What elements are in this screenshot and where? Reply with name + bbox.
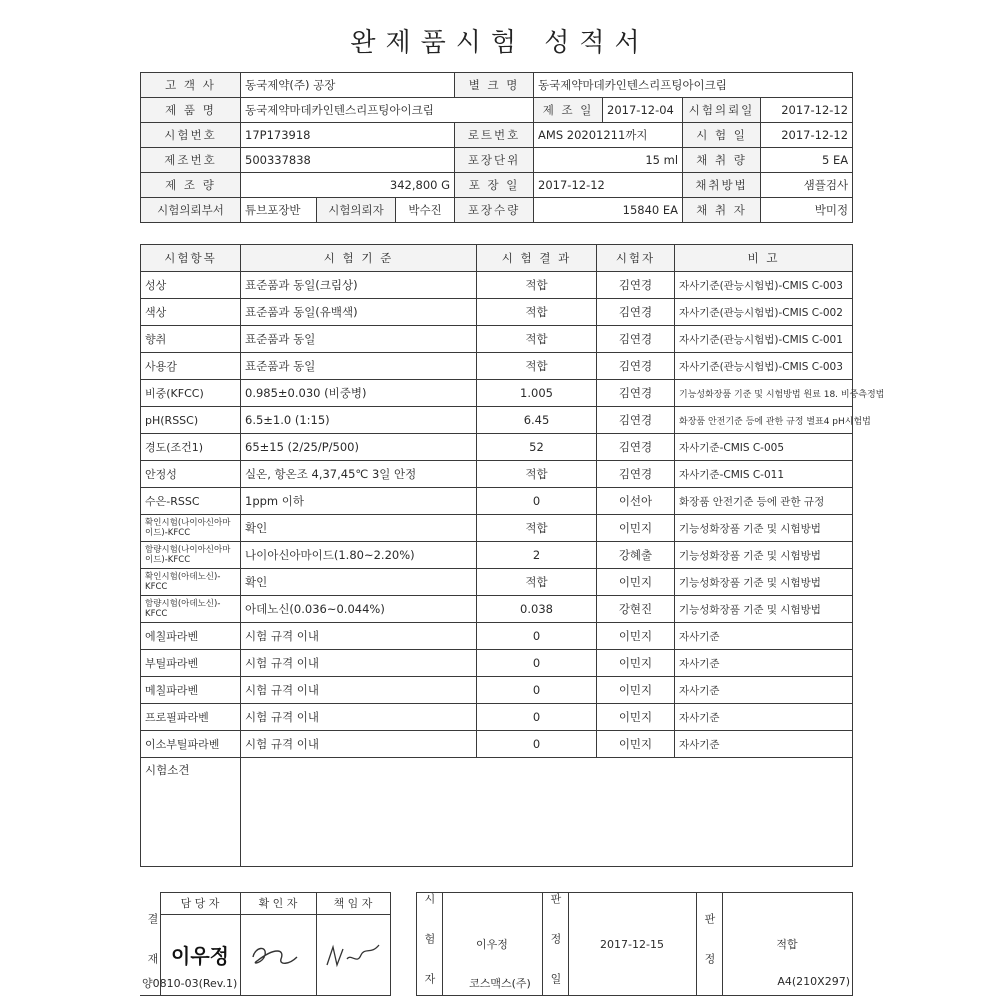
opinion-value [241, 758, 853, 867]
test-result: 0 [477, 650, 597, 677]
test-result: 0 [477, 704, 597, 731]
table-row [141, 596, 853, 623]
test-result: 0.038 [477, 596, 597, 623]
test-standard: 표준품과 동일 [241, 353, 477, 380]
test-standard: 표준품과 동일(유백색) [241, 299, 477, 326]
test-item: 함량시험(아데노신)-KFCC [141, 596, 241, 623]
test-item: 에칠파라벤 [141, 623, 241, 650]
mfg-no-label: 제조번호 [141, 148, 241, 173]
test-note: 화장품 안전기준 등에 관한 규정 [675, 488, 853, 515]
test-item: 부틸파라벤 [141, 650, 241, 677]
requester-value: 박수진 [396, 198, 455, 223]
test-tester: 이민지 [597, 650, 675, 677]
test-tester: 김연경 [597, 272, 675, 299]
test-item: 프로필파라벤 [141, 704, 241, 731]
test-note: 자사기준 [675, 677, 853, 704]
test-standard: 65±15 (2/25/P/500) [241, 434, 477, 461]
test-tester: 김연경 [597, 461, 675, 488]
test-note: 자사기준-CMIS C-005 [675, 434, 853, 461]
test-tester: 이민지 [597, 704, 675, 731]
test-standard: 확인 [241, 515, 477, 542]
mfg-qty-value: 342,800 G [241, 173, 455, 198]
test-item: 확인시험(나이아신아마이드)-KFCC [141, 515, 241, 542]
test-item: 성상 [141, 272, 241, 299]
table-row [141, 488, 853, 515]
requester-label: 시험의뢰자 [317, 198, 396, 223]
tester-value: 이우정 [442, 893, 542, 996]
test-standard: 실온, 항온조 4,37,45℃ 3일 안정 [241, 461, 477, 488]
test-result: 6.45 [477, 407, 597, 434]
test-note: 기능성화장품 기준 및 시험방법 원료 18. 비중측정법 [675, 380, 853, 407]
test-note: 자사기준(관능시험법)-CMIS C-003 [675, 272, 853, 299]
col-header-tester: 시험자 [597, 245, 675, 272]
test-result: 0 [477, 731, 597, 758]
brand-label: 별 크 명 [455, 73, 534, 98]
col-header-note: 비 고 [675, 245, 853, 272]
test-tester: 김연경 [597, 380, 675, 407]
test-result: 적합 [477, 299, 597, 326]
test-item: 향취 [141, 326, 241, 353]
customer-label: 고 객 사 [141, 73, 241, 98]
brand-value: 동국제약마데카인텐스리프팅아이크림 [534, 73, 853, 98]
table-row [141, 623, 853, 650]
test-tester: 강현진 [597, 596, 675, 623]
lot-label: 로트번호 [455, 123, 534, 148]
test-item: 함량시험(나이아신아마이드)-KFCC [141, 542, 241, 569]
test-item: 사용감 [141, 353, 241, 380]
test-result: 적합 [477, 272, 597, 299]
table-row [141, 542, 853, 569]
opinion-label: 시험소견 [141, 758, 241, 867]
responsible-label: 책 임 자 [316, 893, 390, 915]
sampler-label: 채 취 자 [683, 198, 761, 223]
test-result: 적합 [477, 326, 597, 353]
req-date-label: 시험의뢰일 [683, 98, 761, 123]
tester-label: 시 험 자 [416, 893, 442, 996]
col-header-item: 시험항목 [141, 245, 241, 272]
mfg-no-value: 500337838 [241, 148, 455, 173]
company-name: 코스맥스(주) [469, 977, 531, 990]
test-date-value: 2017-12-12 [761, 123, 853, 148]
mfg-qty-label: 제 조 량 [141, 173, 241, 198]
pack-unit-label: 포장단위 [455, 148, 534, 173]
test-note: 자사기준 [675, 623, 853, 650]
test-tester: 이민지 [597, 569, 675, 596]
test-tester: 강혜출 [597, 542, 675, 569]
test-item: pH(RSSC) [141, 407, 241, 434]
product-label: 제 품 명 [141, 98, 241, 123]
table-row [141, 353, 853, 380]
req-date-value: 2017-12-12 [761, 98, 853, 123]
test-item: 수은-RSSC [141, 488, 241, 515]
lot-value: AMS 20201211까지 [534, 123, 683, 148]
test-result: 0 [477, 623, 597, 650]
test-result: 0 [477, 677, 597, 704]
table-row [141, 326, 853, 353]
test-result: 적합 [477, 353, 597, 380]
pack-qty-value: 15840 EA [534, 198, 683, 223]
charge-name: 이우정 [171, 944, 229, 969]
test-date-label: 시 험 일 [683, 123, 761, 148]
req-dept-label: 시험의뢰부서 [141, 198, 241, 223]
test-standard: 표준품과 동일 [241, 326, 477, 353]
header-table [140, 72, 853, 223]
col-header-result: 시 험 결 과 [477, 245, 597, 272]
test-result: 0 [477, 488, 597, 515]
test-no-label: 시험번호 [141, 123, 241, 148]
test-result: 52 [477, 434, 597, 461]
table-row [141, 731, 853, 758]
mfg-date-label: 제 조 일 [534, 98, 603, 123]
table-row [141, 407, 853, 434]
table-row [141, 650, 853, 677]
sample-method-value: 샘플검사 [761, 173, 853, 198]
test-tester: 이선아 [597, 488, 675, 515]
test-tester: 이민지 [597, 731, 675, 758]
test-standard: 1ppm 이하 [241, 488, 477, 515]
test-item: 비중(KFCC) [141, 380, 241, 407]
test-note: 기능성화장품 기준 및 시험방법 [675, 515, 853, 542]
test-tester: 이민지 [597, 515, 675, 542]
test-tester: 이민지 [597, 677, 675, 704]
test-tester: 김연경 [597, 326, 675, 353]
test-standard: 시험 규격 이내 [241, 704, 477, 731]
sample-method-label: 채취방법 [683, 173, 761, 198]
table-row [141, 704, 853, 731]
test-standard: 6.5±1.0 (1:15) [241, 407, 477, 434]
test-note: 자사기준-CMIS C-011 [675, 461, 853, 488]
table-row [141, 677, 853, 704]
tests-table [140, 244, 885, 867]
test-standard: 확인 [241, 569, 477, 596]
signature-image [245, 935, 311, 975]
judgement-label: 판 정 [696, 893, 722, 996]
table-row [141, 380, 853, 407]
test-item: 이소부틸파라벤 [141, 731, 241, 758]
test-item: 확인시험(아데노신)-KFCC [141, 569, 241, 596]
customer-value: 동국제약(주) 공장 [241, 73, 455, 98]
table-row [141, 569, 853, 596]
test-item: 안정성 [141, 461, 241, 488]
test-result: 적합 [477, 569, 597, 596]
signature-image [321, 935, 385, 975]
test-note: 자사기준 [675, 731, 853, 758]
pack-date-label: 포 장 일 [455, 173, 534, 198]
product-value: 동국제약마데카인텐스리프팅아이크림 [241, 98, 534, 123]
test-standard: 시험 규격 이내 [241, 650, 477, 677]
test-note: 자사기준 [675, 704, 853, 731]
table-row [141, 272, 853, 299]
test-standard: 0.985±0.030 (비중병) [241, 380, 477, 407]
mfg-date-value: 2017-12-04 [603, 98, 683, 123]
test-note: 자사기준(관능시험법)-CMIS C-003 [675, 353, 853, 380]
table-row [141, 299, 853, 326]
test-note: 기능성화장품 기준 및 시험방법 [675, 542, 853, 569]
test-standard: 시험 규격 이내 [241, 623, 477, 650]
test-result: 2 [477, 542, 597, 569]
sampler-value: 박미정 [761, 198, 853, 223]
test-note: 화장품 안전기준 등에 관한 규정 별표4 pH시험법 [675, 407, 853, 434]
test-note: 자사기준 [675, 650, 853, 677]
test-standard: 시험 규격 이내 [241, 731, 477, 758]
table-row [141, 515, 853, 542]
test-result: 적합 [477, 461, 597, 488]
test-item: 메칠파라벤 [141, 677, 241, 704]
judge-date-label: 판 정 일 [542, 893, 568, 996]
test-standard: 시험 규격 이내 [241, 677, 477, 704]
test-note: 자사기준(관능시험법)-CMIS C-001 [675, 326, 853, 353]
test-result: 1.005 [477, 380, 597, 407]
test-note: 자사기준(관능시험법)-CMIS C-002 [675, 299, 853, 326]
test-standard: 아데노신(0.036~0.044%) [241, 596, 477, 623]
judgement-value: 적합 [722, 893, 852, 996]
test-tester: 김연경 [597, 434, 675, 461]
test-note: 기능성화장품 기준 및 시험방법 [675, 569, 853, 596]
test-tester: 이민지 [597, 623, 675, 650]
req-dept-value: 튜브포장반 [241, 198, 317, 223]
form-number: 양0810-03(Rev.1) [142, 977, 238, 990]
judge-date-value: 2017-12-15 [568, 893, 696, 996]
test-standard: 표준품과 동일(크림상) [241, 272, 477, 299]
table-row [141, 461, 853, 488]
pack-date-value: 2017-12-12 [534, 173, 683, 198]
paper-size: A4(210X297) [777, 975, 850, 988]
sample-qty-label: 채 취 량 [683, 148, 761, 173]
test-item: 색상 [141, 299, 241, 326]
col-header-standard: 시 험 기 준 [241, 245, 477, 272]
test-note: 기능성화장품 기준 및 시험방법 [675, 596, 853, 623]
test-standard: 나이아신아마이드(1.80~2.20%) [241, 542, 477, 569]
sample-qty-value: 5 EA [761, 148, 853, 173]
pack-qty-label: 포장수량 [455, 198, 534, 223]
test-tester: 김연경 [597, 353, 675, 380]
charge-label: 담 당 자 [160, 893, 240, 915]
test-tester: 김연경 [597, 299, 675, 326]
confirm-label: 확 인 자 [240, 893, 316, 915]
test-no-value: 17P173918 [241, 123, 455, 148]
test-result: 적합 [477, 515, 597, 542]
table-row [141, 434, 853, 461]
approval-label: 결 재 [140, 893, 160, 996]
pack-unit-value: 15 ml [534, 148, 683, 173]
test-tester: 김연경 [597, 407, 675, 434]
document-title: 완제품시험 성적서 [350, 28, 650, 58]
test-item: 경도(조건1) [141, 434, 241, 461]
